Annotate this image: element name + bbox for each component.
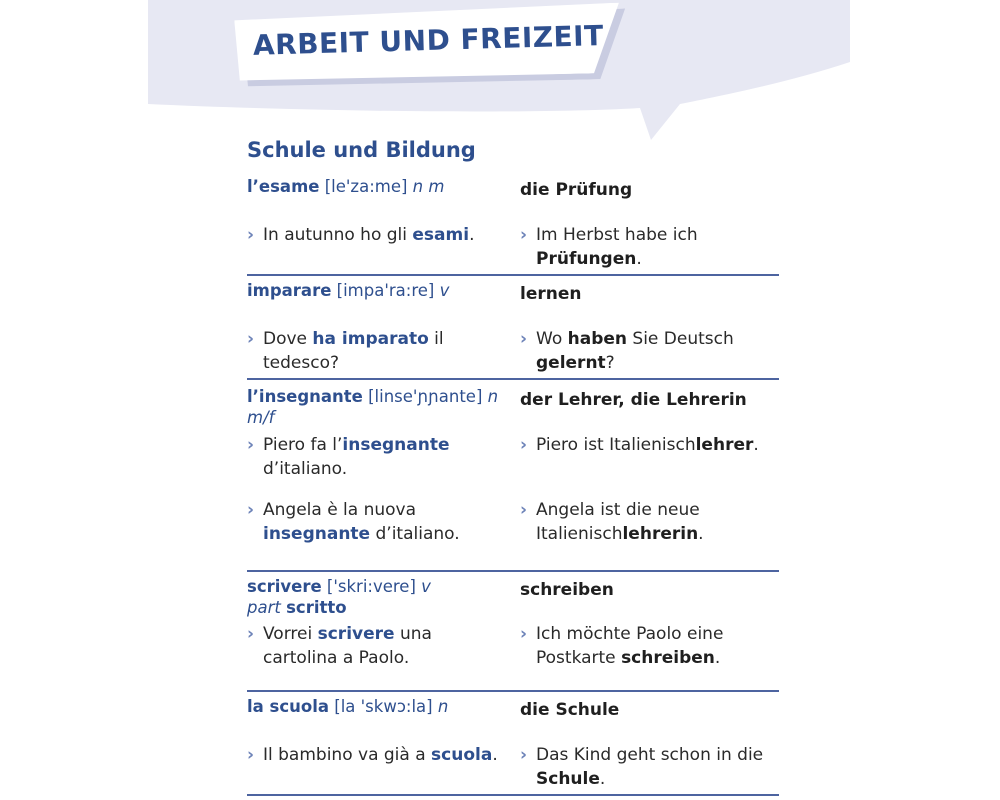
highlighted-word: esami: [412, 225, 470, 245]
example-text: d’italiano.: [263, 459, 348, 479]
entry-headword-row: [247, 576, 779, 622]
chevron-right-icon: ›: [520, 329, 528, 349]
grammar-label: n m/f: [247, 387, 499, 427]
phonetic-transcription: [impa'ra:re]: [336, 281, 435, 300]
italian-headword: [247, 280, 509, 301]
highlighted-word: scrivere: [317, 624, 395, 644]
german-example: [520, 498, 779, 546]
highlighted-word: ha imparato: [312, 329, 429, 349]
lemma: scrivere: [247, 577, 322, 596]
entry-headword-row: [247, 280, 779, 327]
example-text: Wo: [536, 329, 568, 349]
example-text: Im Herbst habe ich: [536, 225, 698, 245]
example-text: .: [753, 435, 759, 455]
vocab-entry: [247, 172, 779, 276]
chevron-right-icon: ›: [520, 500, 528, 520]
italian-headword: [247, 696, 509, 717]
example-text: .: [492, 745, 498, 765]
italian-example: [247, 743, 509, 767]
grammar-label: v: [439, 281, 450, 300]
example-text: Piero fa l’: [263, 435, 343, 455]
chevron-right-icon: ›: [247, 329, 255, 349]
chapter-title: ARBEIT UND FREIZEIT: [252, 19, 605, 62]
highlighted-word: insegnante: [342, 435, 450, 455]
entry-headword-row: [247, 696, 779, 743]
chevron-right-icon: ›: [520, 745, 528, 765]
example-text: .: [698, 524, 704, 544]
highlighted-word: lehrerin: [622, 524, 699, 544]
chevron-right-icon: ›: [520, 624, 528, 644]
phonetic-transcription: ['skri:vere]: [326, 577, 416, 596]
chevron-right-icon: ›: [247, 624, 255, 644]
example-row: [247, 433, 779, 498]
german-example: [520, 743, 779, 791]
example-text: Piero ist Italienisch: [536, 435, 696, 455]
chevron-right-icon: ›: [247, 745, 255, 765]
vocabulary-list: [247, 172, 779, 796]
entry-headword-row: [247, 386, 779, 433]
example-text: Angela ist die neue Italienisch: [536, 500, 700, 544]
example-text: .: [599, 769, 606, 789]
grammar-label: n: [437, 697, 449, 716]
grammar-label-participle: part: [247, 598, 281, 617]
highlighted-word: scuola: [431, 745, 493, 765]
german-translation: die Prüfung: [520, 180, 633, 200]
italian-headword: [247, 386, 509, 428]
german-example: [520, 622, 779, 670]
german-translation: die Schule: [520, 700, 620, 720]
example-text: Das Kind geht schon in die: [536, 745, 764, 765]
highlighted-word: Schule: [536, 769, 600, 789]
lemma: l’esame: [247, 177, 320, 196]
lemma: la scuola: [247, 697, 330, 716]
example-text: Angela è la nuova: [263, 500, 417, 520]
example-text: Il bambino va già a: [263, 745, 432, 765]
participle-form: scritto: [286, 598, 347, 617]
grammar-label: v: [421, 577, 431, 596]
example-text: ?: [605, 353, 615, 373]
highlighted-word: lehrer: [695, 435, 754, 455]
phonetic-transcription: [le'za:me]: [324, 177, 408, 196]
highlighted-word: haben: [567, 329, 628, 349]
highlighted-word: schreiben: [621, 648, 715, 668]
example-row: [247, 622, 779, 674]
vocab-entry: [247, 572, 779, 692]
vocab-entry: [247, 380, 779, 572]
example-text: il tedesco?: [263, 329, 444, 373]
chevron-right-icon: ›: [520, 225, 528, 245]
example-text: Sie Deutsch: [627, 329, 734, 349]
german-translation: schreiben: [520, 580, 614, 600]
vocab-entry: [247, 276, 779, 380]
example-text: Vorrei: [263, 624, 318, 644]
chevron-right-icon: ›: [520, 435, 528, 455]
example-text: In autunno ho gli: [263, 225, 413, 245]
entry-headword-row: [247, 176, 779, 223]
example-text: .: [469, 225, 475, 245]
example-text: Ich möchte Paolo eine Postkarte: [536, 624, 724, 668]
italian-example: [247, 327, 509, 375]
section-heading: Schule und Bildung: [247, 138, 476, 162]
german-example: [520, 223, 779, 271]
chevron-right-icon: ›: [247, 435, 255, 455]
example-row: [247, 498, 779, 563]
grammar-label: n m: [412, 177, 445, 196]
example-text: una cartolina a Paolo.: [263, 624, 432, 668]
italian-example: [247, 223, 509, 247]
italian-headword: [247, 576, 509, 618]
example-text: .: [714, 648, 721, 668]
example-row: [247, 327, 779, 379]
example-row: [247, 223, 779, 275]
italian-example: [247, 498, 509, 546]
german-translation: der Lehrer, die Lehrerin: [520, 390, 747, 410]
chevron-right-icon: ›: [247, 500, 255, 520]
chapter-title-tag: [234, 3, 621, 84]
chevron-right-icon: ›: [247, 225, 255, 245]
german-example: [520, 327, 779, 375]
highlighted-word: gelernt: [536, 353, 606, 373]
highlighted-word: insegnante: [263, 524, 371, 544]
vocab-entry: [247, 692, 779, 796]
example-text: d’italiano.: [370, 524, 460, 544]
italian-example: [247, 622, 509, 670]
phonetic-transcription: [la 'skwɔ:la]: [334, 697, 433, 716]
phonetic-transcription: [linse'ɲɲante]: [368, 387, 483, 406]
italian-headword: [247, 176, 509, 197]
example-row: [247, 743, 779, 795]
lemma: imparare: [247, 281, 332, 300]
highlighted-word: Prüfungen: [536, 249, 637, 269]
german-example: [520, 433, 779, 457]
example-text: .: [636, 249, 642, 269]
italian-example: [247, 433, 509, 481]
lemma: l’insegnante: [247, 387, 363, 406]
example-text: Dove: [263, 329, 313, 349]
german-translation: lernen: [520, 284, 582, 304]
